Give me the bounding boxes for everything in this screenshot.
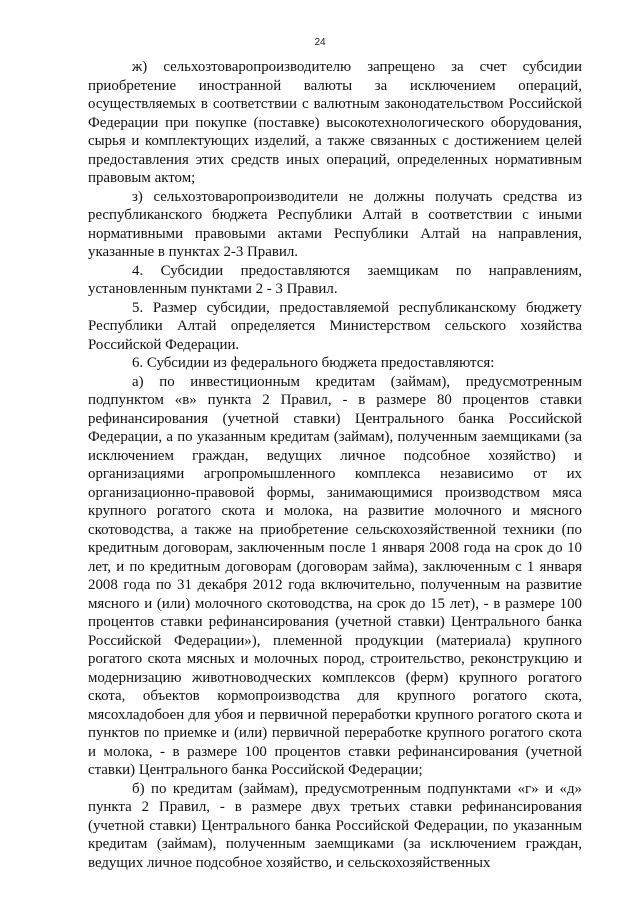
page-number: 24 bbox=[314, 37, 326, 48]
paragraph-6-federal-subsidies: 6. Субсидии из федерального бюджета предоставляются: bbox=[132, 355, 495, 371]
paragraph-a-investment-credits: а) по инвестиционным кредитам (займам), предусмотренным подпунктом «в» пункта 2 Правил, - в размере 80 процентов ставки рефинансирования (учетной ставки) Центрального банка Российской Федерации, а по указанным кредитам (займам), полученным заемщиками (за исключением граждан, ведущих личное подсобное хозяйство) и организациями агропромышленного комплекса независимо от их организационно-правовой формы, занимающимися производством мяса крупного рогатого скота и молока, на развитие молочного и мясного скотоводства, а также на приобретение сельскохозяйственной техники (по кредитным договорам, заключенным после 1 января 2008 года на срок до 10 лет, и по кредитным договорам (договорам займа), заключенным с 1 января 2008 года по 31 декабря 2012 года включительно, полученным на развитие мясного и (или) молочного скотоводства, на срок до 15 лет), - в размере 100 процентов ставки рефинансирования (учетной ставки) Центрального банка Российской Федерации»), племенной продукции (материала) крупного рогатого скота мясных и молочных пород, строительство, реконструкцию и модернизацию животноводческих комплексов (ферм) крупного рогатого скота, объектов кормопроизводства для крупного рогатого скота, мясохладобоен для убоя и первичной переработки крупного рогатого скота и пунктов по приемке и (или) первичной переработке крупного рогатого скота и молока, - в размере 100 процентов ставки рефинансирования (учетной ставки) Центрального банка Российской Федерации; bbox=[88, 373, 582, 778]
paragraph-b-credits: б) по кредитам (займам), предусмотренным подпунктами «г» и «д» пункта 2 Правил, - в размере двух третьих ставки рефинансирования (учетной ставки) Центрального банка Российской Федерации, по указанным кредитам (займам), полученным заемщиками (за исключением граждан, ведущих личное подсобное хозяйство, и сельскохозяйственных bbox=[88, 780, 582, 871]
paragraph-4-subsidy-directions: 4. Субсидии предоставляются заемщикам по направлениям, установленным пунктами 2 - 3 Правил. bbox=[88, 262, 582, 297]
paragraph-z-no-duplicate-funding: з) сельхозтоваропроизводители не должны получать средства из республиканского бюджета Республики Алтай в соответствии с иными нормативными правовыми актами Республики Алтай на направления, указанные в пунктах 2-3 Правил. bbox=[88, 188, 582, 260]
document-body bbox=[88, 58, 582, 872]
paragraph-5-subsidy-amount: 5. Размер субсидии, предоставляемой республиканскому бюджету Республики Алтай определяется Министерством сельского хозяйства Российской Федерации. bbox=[88, 299, 582, 353]
paragraph-zh-currency-restriction: ж) сельхозтоваропроизводителю запрещено за счет субсидии приобретение иностранной валюты за исключением операций, осуществляемых в соответствии с валютным законодательством Российской Федерации при покупке (поставке) высокотехнологического оборудования, сырья и комплектующих изделий, а также связанных с достижением целей предоставления этих средств иных операций, определенных нормативным правовым актом; bbox=[88, 59, 582, 186]
